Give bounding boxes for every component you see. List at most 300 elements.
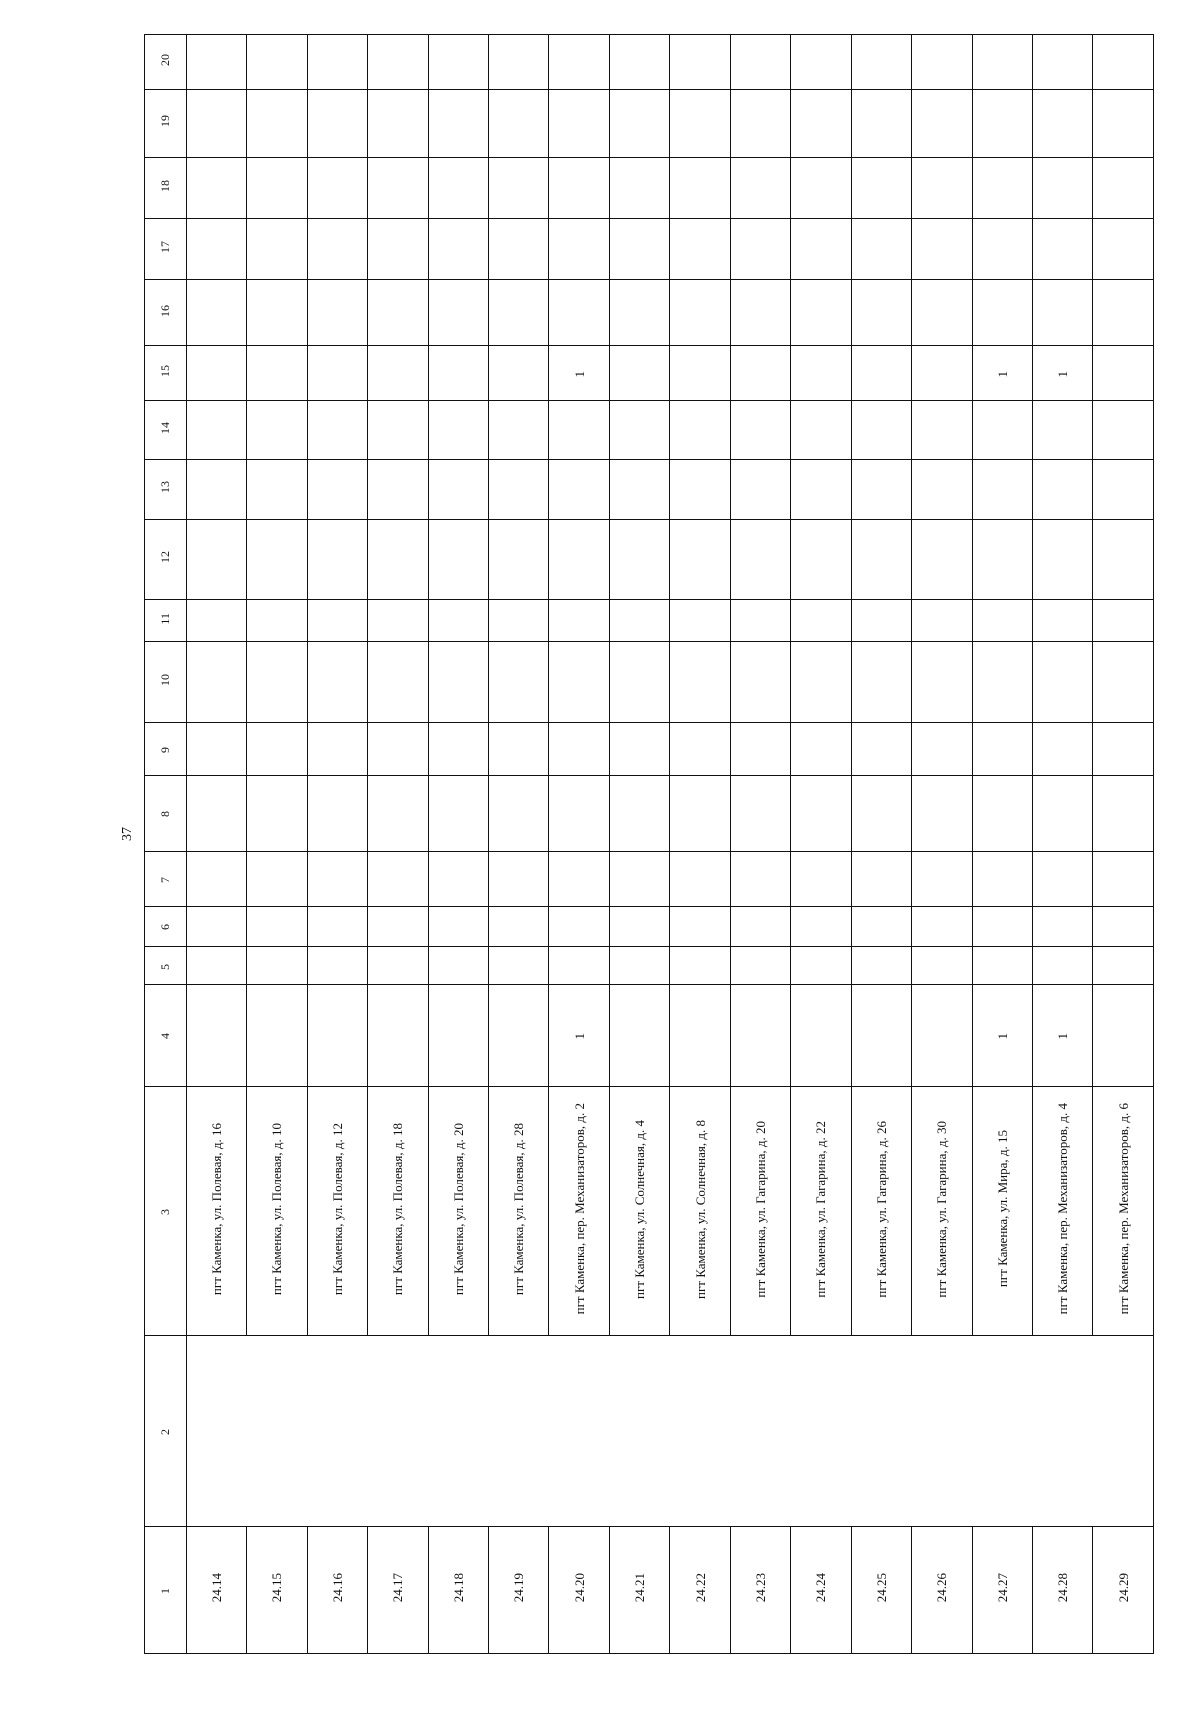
row-index: 24.16: [307, 1526, 367, 1653]
empty-cell: [428, 947, 488, 985]
empty-cell: [912, 519, 972, 599]
column-header: 10: [145, 642, 187, 722]
empty-cell: [186, 35, 246, 90]
empty-cell: [851, 35, 911, 90]
empty-cell: [730, 280, 790, 346]
empty-cell: [1033, 460, 1093, 519]
empty-cell: [851, 599, 911, 641]
empty-cell: [791, 722, 851, 775]
empty-cell: [549, 219, 609, 280]
empty-cell: [912, 851, 972, 906]
value-cell-col4: [791, 985, 851, 1087]
empty-cell: [247, 401, 307, 460]
empty-cell: [791, 35, 851, 90]
row-index: 24.24: [791, 1526, 851, 1653]
empty-cell: [1093, 280, 1154, 346]
empty-cell: [912, 401, 972, 460]
column-band-8: [145, 775, 1154, 851]
empty-cell: [428, 906, 488, 946]
empty-cell: [670, 401, 730, 460]
empty-cell: [972, 401, 1032, 460]
empty-cell: [1033, 642, 1093, 722]
empty-cell: [368, 401, 428, 460]
empty-cell: [488, 219, 548, 280]
empty-cell: [1093, 90, 1154, 158]
empty-cell: [247, 90, 307, 158]
row-index: 24.17: [368, 1526, 428, 1653]
empty-cell: [1033, 775, 1093, 851]
address-cell: пгт Каменка, ул. Полевая, д. 20: [428, 1086, 488, 1336]
empty-cell: [1093, 599, 1154, 641]
empty-cell: [670, 775, 730, 851]
empty-cell: [247, 599, 307, 641]
empty-cell: [1033, 219, 1093, 280]
value-cell-col15: [247, 346, 307, 401]
column-header: 8: [145, 775, 187, 851]
empty-cell: [488, 519, 548, 599]
address-cell: пгт Каменка, пер. Механизаторов, д. 2: [549, 1086, 609, 1336]
value-cell-col15: [851, 346, 911, 401]
empty-cell: [851, 722, 911, 775]
column-band-15: [145, 346, 1154, 401]
value-cell-col15: [609, 346, 669, 401]
empty-cell: [730, 90, 790, 158]
empty-cell: [307, 851, 367, 906]
empty-cell: [730, 851, 790, 906]
empty-cell: [972, 35, 1032, 90]
address-cell: пгт Каменка, ул. Гагарина, д. 22: [791, 1086, 851, 1336]
empty-cell: [428, 401, 488, 460]
empty-cell: [670, 947, 730, 985]
address-cell: пгт Каменка, ул. Полевая, д. 28: [488, 1086, 548, 1336]
column-header: 3: [145, 1086, 187, 1336]
empty-cell: [428, 157, 488, 218]
empty-cell: [186, 519, 246, 599]
column-header: 2: [145, 1336, 187, 1526]
empty-cell: [791, 906, 851, 946]
column-header: 14: [145, 401, 187, 460]
empty-cell: [609, 157, 669, 218]
value-cell-col4: [670, 985, 730, 1087]
column-header: 9: [145, 722, 187, 775]
empty-cell: [428, 280, 488, 346]
empty-cell: [730, 35, 790, 90]
empty-cell: [368, 599, 428, 641]
column-band-19: [145, 90, 1154, 158]
empty-cell: [972, 280, 1032, 346]
empty-cell: [428, 775, 488, 851]
empty-cell: [368, 947, 428, 985]
empty-cell: [1093, 219, 1154, 280]
empty-cell: [186, 460, 246, 519]
empty-cell: [428, 219, 488, 280]
empty-cell: [549, 906, 609, 946]
empty-cell: [428, 642, 488, 722]
empty-cell: [1033, 599, 1093, 641]
row-index: 24.27: [972, 1526, 1032, 1653]
empty-cell: [186, 90, 246, 158]
value-cell-col4: [1093, 985, 1154, 1087]
empty-cell: [307, 35, 367, 90]
empty-cell: [1033, 906, 1093, 946]
value-cell-col15: [791, 346, 851, 401]
empty-cell: [307, 642, 367, 722]
empty-cell: [912, 35, 972, 90]
column-band-9: [145, 722, 1154, 775]
value-cell-col15: [368, 346, 428, 401]
empty-cell: [368, 35, 428, 90]
empty-cell: [972, 642, 1032, 722]
page-number: 37: [120, 827, 135, 841]
empty-cell: [791, 460, 851, 519]
value-cell-col4: [368, 985, 428, 1087]
value-cell-col4: [730, 985, 790, 1087]
empty-cell: [368, 642, 428, 722]
column-band-14: [145, 401, 1154, 460]
empty-cell: [609, 947, 669, 985]
empty-cell: [307, 722, 367, 775]
empty-cell: [912, 722, 972, 775]
column-band-7: [145, 851, 1154, 906]
empty-cell: [307, 460, 367, 519]
empty-cell: [912, 280, 972, 346]
empty-cell: [307, 775, 367, 851]
value-cell-col15: 1: [1033, 346, 1093, 401]
empty-cell: [247, 722, 307, 775]
empty-cell: [912, 642, 972, 722]
empty-cell: [730, 722, 790, 775]
empty-cell: [1033, 722, 1093, 775]
empty-cell: [609, 519, 669, 599]
empty-cell: [791, 90, 851, 158]
empty-cell: [972, 460, 1032, 519]
empty-cell: [368, 219, 428, 280]
address-cell: пгт Каменка, пер. Механизаторов, д. 4: [1033, 1086, 1093, 1336]
merged-cell-column-2: [186, 1336, 1153, 1526]
empty-cell: [730, 401, 790, 460]
empty-cell: [912, 460, 972, 519]
column-band-5: [145, 947, 1154, 985]
empty-cell: [972, 599, 1032, 641]
empty-cell: [549, 460, 609, 519]
row-index: 24.29: [1093, 1526, 1154, 1653]
empty-cell: [428, 90, 488, 158]
column-header: 20: [145, 35, 187, 90]
empty-cell: [368, 280, 428, 346]
empty-cell: [791, 642, 851, 722]
empty-cell: [670, 519, 730, 599]
empty-cell: [912, 775, 972, 851]
empty-cell: [670, 219, 730, 280]
value-cell-col4: [609, 985, 669, 1087]
empty-cell: [791, 519, 851, 599]
empty-cell: [368, 90, 428, 158]
empty-cell: [730, 157, 790, 218]
column-header: 11: [145, 599, 187, 641]
empty-cell: [1093, 775, 1154, 851]
empty-cell: [1033, 90, 1093, 158]
empty-cell: [972, 157, 1032, 218]
empty-cell: [972, 519, 1032, 599]
column-header: 16: [145, 280, 187, 346]
address-cell: пгт Каменка, ул. Солнечная, д. 4: [609, 1086, 669, 1336]
empty-cell: [912, 906, 972, 946]
empty-cell: [1093, 519, 1154, 599]
empty-cell: [791, 157, 851, 218]
empty-cell: [609, 642, 669, 722]
empty-cell: [972, 947, 1032, 985]
data-table: [144, 34, 1154, 1654]
empty-cell: [1033, 851, 1093, 906]
column-band-18: [145, 157, 1154, 218]
column-band-4: [145, 985, 1154, 1087]
column-header: 5: [145, 947, 187, 985]
empty-cell: [1033, 280, 1093, 346]
empty-cell: [549, 280, 609, 346]
empty-cell: [791, 219, 851, 280]
empty-cell: [428, 460, 488, 519]
column-band-20: [145, 35, 1154, 90]
empty-cell: [549, 722, 609, 775]
empty-cell: [247, 157, 307, 218]
value-cell-col15: [428, 346, 488, 401]
value-cell-col4: [912, 985, 972, 1087]
address-cell: пгт Каменка, ул. Гагарина, д. 30: [912, 1086, 972, 1336]
empty-cell: [186, 851, 246, 906]
empty-cell: [186, 906, 246, 946]
row-index: 24.23: [730, 1526, 790, 1653]
value-cell-col4: [186, 985, 246, 1087]
empty-cell: [851, 280, 911, 346]
empty-cell: [1093, 460, 1154, 519]
row-index: 24.25: [851, 1526, 911, 1653]
column-header: 18: [145, 157, 187, 218]
empty-cell: [368, 722, 428, 775]
empty-cell: [247, 851, 307, 906]
empty-cell: [851, 157, 911, 218]
address-cell: пгт Каменка, ул. Полевая, д. 10: [247, 1086, 307, 1336]
value-cell-col15: 1: [972, 346, 1032, 401]
empty-cell: [609, 722, 669, 775]
address-cell: пгт Каменка, ул. Полевая, д. 12: [307, 1086, 367, 1336]
empty-cell: [186, 219, 246, 280]
empty-cell: [549, 599, 609, 641]
column-band-6: [145, 906, 1154, 946]
empty-cell: [730, 775, 790, 851]
empty-cell: [549, 642, 609, 722]
empty-cell: [307, 157, 367, 218]
empty-cell: [1093, 947, 1154, 985]
column-band-16: [145, 280, 1154, 346]
empty-cell: [368, 775, 428, 851]
empty-cell: [549, 157, 609, 218]
empty-cell: [670, 35, 730, 90]
empty-cell: [791, 947, 851, 985]
row-index: 24.15: [247, 1526, 307, 1653]
empty-cell: [488, 460, 548, 519]
empty-cell: [368, 906, 428, 946]
empty-cell: [670, 642, 730, 722]
empty-cell: [1033, 401, 1093, 460]
empty-cell: [488, 280, 548, 346]
value-cell-col15: [912, 346, 972, 401]
value-cell-col4: [307, 985, 367, 1087]
column-header: 15: [145, 346, 187, 401]
empty-cell: [186, 775, 246, 851]
empty-cell: [851, 642, 911, 722]
empty-cell: [1033, 157, 1093, 218]
empty-cell: [730, 642, 790, 722]
column-band-10: [145, 642, 1154, 722]
empty-cell: [1093, 35, 1154, 90]
value-cell-col4: 1: [549, 985, 609, 1087]
empty-cell: [488, 851, 548, 906]
empty-cell: [488, 157, 548, 218]
empty-cell: [730, 519, 790, 599]
empty-cell: [851, 947, 911, 985]
empty-cell: [791, 401, 851, 460]
column-header: 19: [145, 90, 187, 158]
empty-cell: [730, 947, 790, 985]
empty-cell: [609, 775, 669, 851]
empty-cell: [186, 401, 246, 460]
empty-cell: [851, 906, 911, 946]
empty-cell: [972, 851, 1032, 906]
empty-cell: [186, 947, 246, 985]
empty-cell: [549, 90, 609, 158]
empty-cell: [851, 219, 911, 280]
empty-cell: [488, 599, 548, 641]
column-header: 12: [145, 519, 187, 599]
row-index: 24.26: [912, 1526, 972, 1653]
column-header: 1: [145, 1526, 187, 1653]
empty-cell: [851, 90, 911, 158]
empty-cell: [972, 775, 1032, 851]
empty-cell: [549, 35, 609, 90]
empty-cell: [912, 90, 972, 158]
empty-cell: [488, 775, 548, 851]
empty-cell: [428, 599, 488, 641]
empty-cell: [307, 599, 367, 641]
empty-cell: [912, 219, 972, 280]
value-cell-col4: [851, 985, 911, 1087]
column-band-2: [145, 1336, 1154, 1526]
empty-cell: [791, 775, 851, 851]
value-cell-col15: [730, 346, 790, 401]
empty-cell: [609, 219, 669, 280]
empty-cell: [307, 947, 367, 985]
row-index: 24.28: [1033, 1526, 1093, 1653]
column-header: 7: [145, 851, 187, 906]
empty-cell: [428, 722, 488, 775]
empty-cell: [670, 599, 730, 641]
column-header: 17: [145, 219, 187, 280]
empty-cell: [670, 460, 730, 519]
empty-cell: [851, 851, 911, 906]
row-index: 24.22: [670, 1526, 730, 1653]
value-cell-col15: [1093, 346, 1154, 401]
value-cell-col4: [247, 985, 307, 1087]
empty-cell: [609, 599, 669, 641]
empty-cell: [186, 722, 246, 775]
empty-cell: [1093, 401, 1154, 460]
row-index: 24.18: [428, 1526, 488, 1653]
address-cell: пгт Каменка, ул. Солнечная, д. 8: [670, 1086, 730, 1336]
empty-cell: [791, 851, 851, 906]
empty-cell: [186, 280, 246, 346]
value-cell-col15: [186, 346, 246, 401]
empty-cell: [307, 280, 367, 346]
empty-cell: [488, 947, 548, 985]
address-cell: пгт Каменка, ул. Мира, д. 15: [972, 1086, 1032, 1336]
row-index: 24.19: [488, 1526, 548, 1653]
column-header: 4: [145, 985, 187, 1087]
empty-cell: [307, 906, 367, 946]
empty-cell: [1093, 642, 1154, 722]
row-index: 24.20: [549, 1526, 609, 1653]
empty-cell: [609, 401, 669, 460]
column-band-3: [145, 1086, 1154, 1336]
empty-cell: [368, 519, 428, 599]
empty-cell: [549, 519, 609, 599]
value-cell-col4: [428, 985, 488, 1087]
column-band-1: [145, 1526, 1154, 1653]
value-cell-col4: [488, 985, 548, 1087]
empty-cell: [972, 219, 1032, 280]
empty-cell: [670, 90, 730, 158]
empty-cell: [549, 775, 609, 851]
address-cell: пгт Каменка, пер. Механизаторов, д. 6: [1093, 1086, 1154, 1336]
empty-cell: [670, 280, 730, 346]
empty-cell: [791, 599, 851, 641]
empty-cell: [851, 460, 911, 519]
empty-cell: [247, 460, 307, 519]
empty-cell: [488, 642, 548, 722]
empty-cell: [730, 906, 790, 946]
row-index: 24.14: [186, 1526, 246, 1653]
empty-cell: [670, 851, 730, 906]
empty-cell: [730, 460, 790, 519]
empty-cell: [1033, 519, 1093, 599]
empty-cell: [972, 90, 1032, 158]
empty-cell: [730, 219, 790, 280]
empty-cell: [912, 947, 972, 985]
row-index: 24.21: [609, 1526, 669, 1653]
empty-cell: [488, 401, 548, 460]
empty-cell: [247, 906, 307, 946]
empty-cell: [247, 642, 307, 722]
empty-cell: [670, 157, 730, 218]
empty-cell: [186, 157, 246, 218]
value-cell-col4: 1: [1033, 985, 1093, 1087]
empty-cell: [1093, 851, 1154, 906]
empty-cell: [186, 642, 246, 722]
empty-cell: [488, 90, 548, 158]
empty-cell: [972, 906, 1032, 946]
column-band-13: [145, 460, 1154, 519]
empty-cell: [609, 280, 669, 346]
empty-cell: [791, 280, 851, 346]
empty-cell: [609, 90, 669, 158]
empty-cell: [247, 280, 307, 346]
empty-cell: [1033, 947, 1093, 985]
empty-cell: [368, 157, 428, 218]
empty-cell: [851, 519, 911, 599]
empty-cell: [851, 775, 911, 851]
value-cell-col15: [488, 346, 548, 401]
address-cell: пгт Каменка, ул. Полевая, д. 18: [368, 1086, 428, 1336]
empty-cell: [307, 519, 367, 599]
